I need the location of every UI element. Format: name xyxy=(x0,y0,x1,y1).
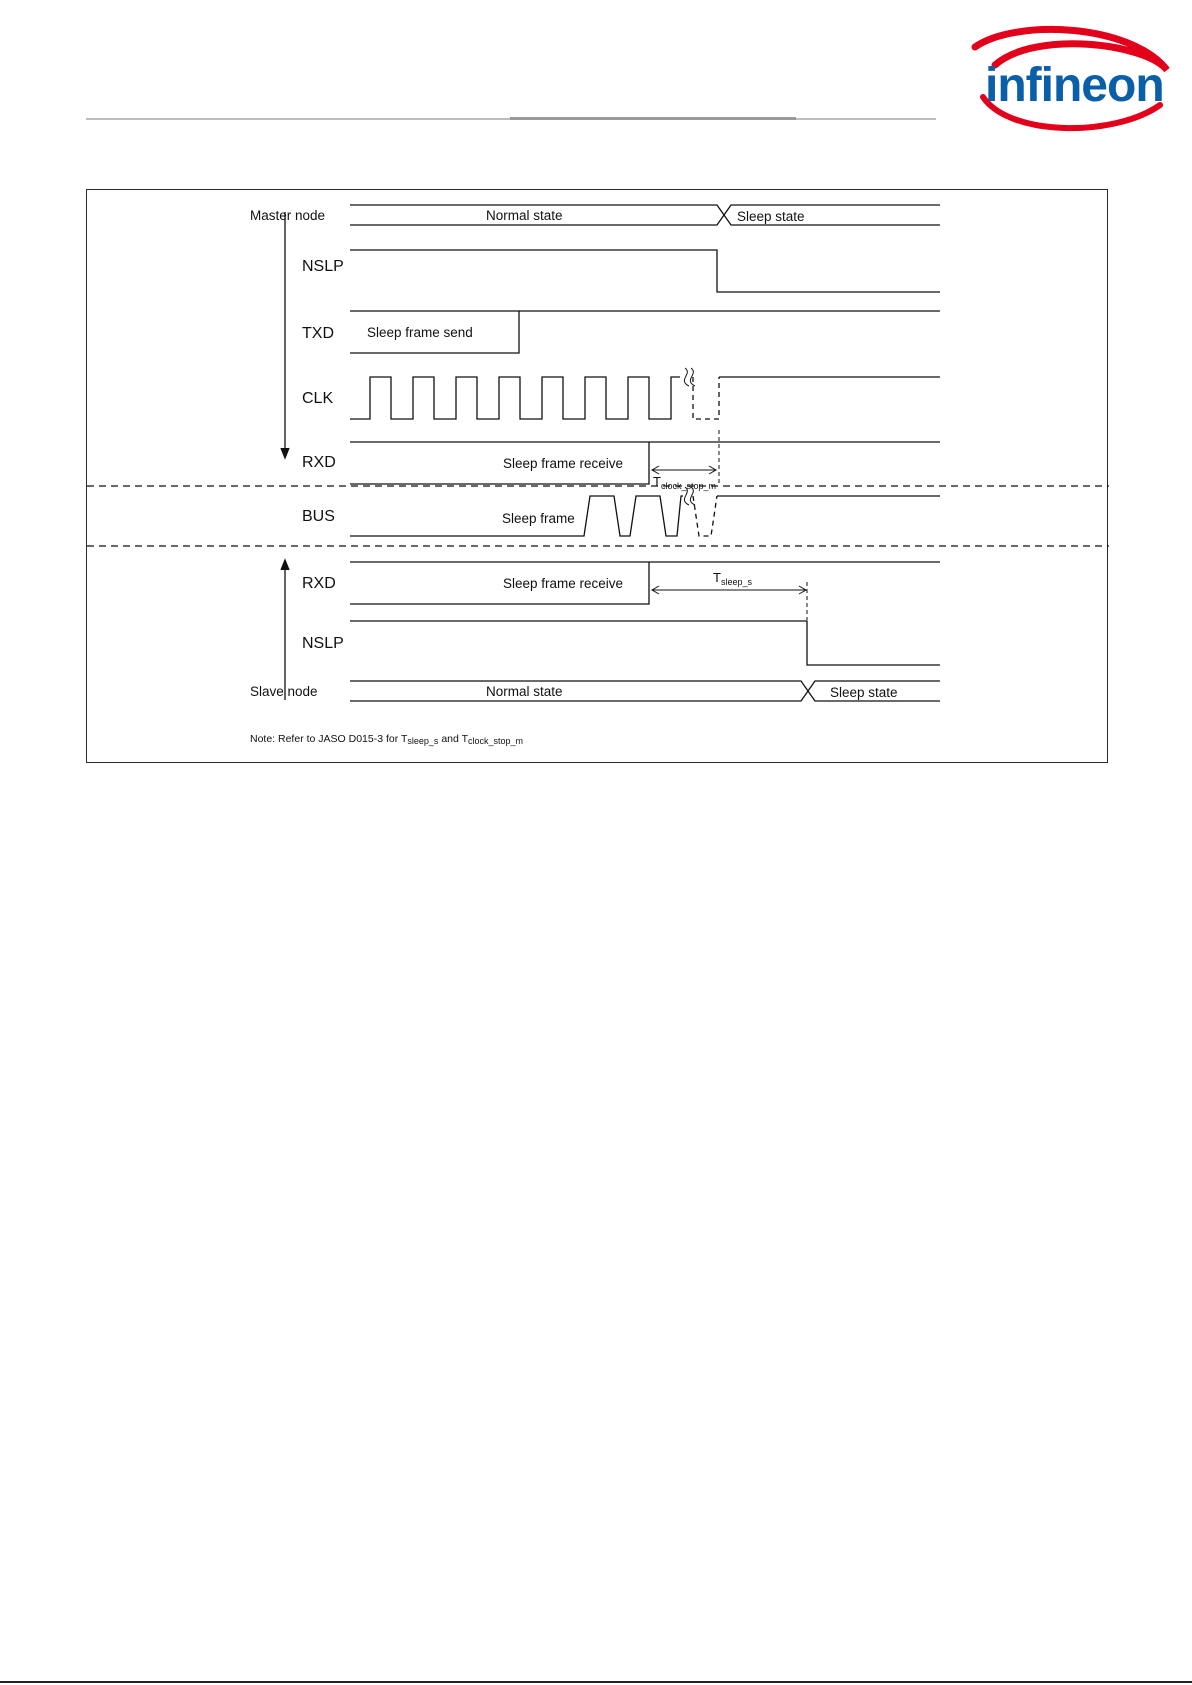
clk-dashed xyxy=(693,377,719,419)
header-rule-accent xyxy=(510,117,796,120)
clk-wave xyxy=(350,377,680,419)
rxd-master-frame-text: Sleep frame receive xyxy=(503,456,624,471)
logo-text: infineon xyxy=(985,59,1164,112)
nslp-slave-wave xyxy=(350,621,940,665)
diagram-note: Note: Refer to JASO D015-3 for Tsleep_s and Tclock_stop_m xyxy=(250,733,524,746)
bus-frame-text: Sleep frame xyxy=(502,511,575,526)
nslp-master-wave xyxy=(350,250,940,292)
nslp-master-label: NSLP xyxy=(302,258,344,275)
slave-arrow-head xyxy=(281,560,289,570)
nslp-slave-label: NSLP xyxy=(302,635,344,652)
footer-rule xyxy=(0,1681,1192,1683)
master-node-label: Master node xyxy=(250,208,326,223)
slave-sleep-state: Sleep state xyxy=(830,685,898,700)
rxd-slave-frame-text: Sleep frame receive xyxy=(503,576,624,591)
t-clock-label: $T_{clock\_stop\_m}$ xyxy=(653,474,716,491)
master-normal-state: Normal state xyxy=(486,208,563,223)
clk-label: CLK xyxy=(302,390,334,407)
master-sleep-state: Sleep state xyxy=(737,209,805,224)
rxd-master-label: RXD xyxy=(302,454,336,471)
slave-node-label: Slave node xyxy=(250,684,318,699)
master-state-upper xyxy=(350,205,940,215)
rxd-slave-label: RXD xyxy=(302,575,336,592)
master-arrow-head xyxy=(281,448,289,458)
txd-frame-text: Sleep frame send xyxy=(367,325,473,340)
txd-label: TXD xyxy=(302,325,334,342)
t-sleep-label: $T_{sleep\_s}$ xyxy=(713,570,752,587)
slave-normal-state: Normal state xyxy=(486,684,563,699)
timing-diagram-frame xyxy=(86,189,1108,763)
infineon-logo xyxy=(955,25,1175,135)
bus-dashed xyxy=(693,496,717,536)
bus-label: BUS xyxy=(302,508,335,525)
master-state-lower xyxy=(350,215,940,225)
sleep-timing-diagram xyxy=(87,190,1109,764)
